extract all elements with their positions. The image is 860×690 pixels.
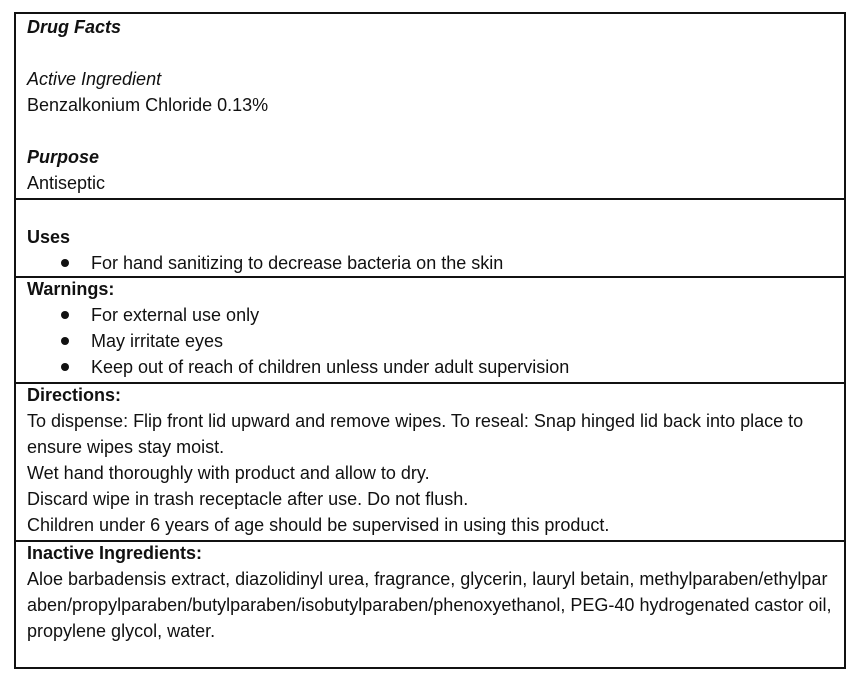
uses-heading: Uses [27, 227, 71, 247]
list-item-text: For hand sanitizing to decrease bacteria on the skin [91, 253, 504, 273]
bullet-icon [61, 259, 69, 267]
drug-facts-title: Drug Facts [27, 17, 122, 37]
active-ingredient-value: Benzalkonium Chloride 0.13% [27, 95, 269, 115]
spacer [27, 118, 836, 144]
list-item [27, 328, 836, 354]
directions-section [16, 382, 844, 538]
list-item [27, 354, 836, 380]
bullet-icon [61, 311, 69, 319]
inactive-ingredients-section [16, 540, 844, 644]
list-item-text: Keep out of reach of children unless under adult supervision [91, 357, 570, 377]
directions-line: Discard wipe in trash receptacle after use. Do not flush. [27, 489, 469, 509]
directions-line: To dispense: Flip front lid upward and remove wipes. To reseal: Snap hinged lid back into place to ensure wipes stay moist. [27, 411, 804, 457]
inactive-ingredients-text: Aloe barbadensis extract, diazolidinyl urea, fragrance, glycerin, lauryl betain, methylparaben/ethylparaben/propylparaben/butylparaben/isobutylparaben/phenoxyethanol, PEG-40 hydrogenated castor oil, propylene glycol, water. [27, 569, 832, 641]
warnings-heading: Warnings: [27, 279, 115, 299]
directions-line: Wet hand thoroughly with product and allow to dry. [27, 463, 430, 483]
warnings-section [16, 276, 844, 380]
drug-facts-section [16, 14, 844, 196]
warnings-list [27, 302, 836, 380]
list-item [27, 250, 836, 276]
bullet-icon [61, 337, 69, 345]
directions-heading: Directions: [27, 385, 122, 405]
inactive-ingredients-heading: Inactive Ingredients: [27, 543, 203, 563]
purpose-heading: Purpose [27, 147, 100, 167]
spacer [27, 198, 836, 224]
purpose-value: Antiseptic [27, 173, 106, 193]
directions-line: Children under 6 years of age should be supervised in using this product. [27, 515, 610, 535]
drug-facts-label [14, 12, 846, 669]
list-item-text: May irritate eyes [91, 331, 224, 351]
active-ingredient-heading: Active Ingredient [27, 69, 162, 89]
bullet-icon [61, 363, 69, 371]
spacer [27, 40, 836, 66]
uses-list [27, 250, 836, 276]
list-item [27, 302, 836, 328]
list-item-text: For external use only [91, 305, 260, 325]
uses-section [16, 198, 844, 276]
